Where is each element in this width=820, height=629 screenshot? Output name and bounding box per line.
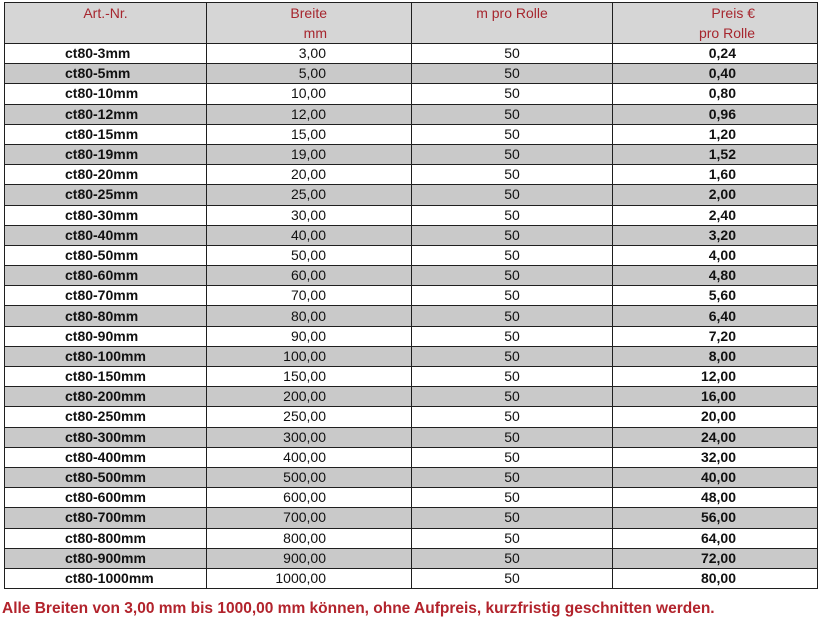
breite-cell: 25,00 — [207, 185, 412, 205]
breite-cell: 12,00 — [207, 104, 412, 124]
breite-cell: 3,00 — [207, 44, 412, 64]
table-row — [5, 508, 818, 528]
price-table — [4, 2, 818, 589]
art-nr-cell: ct80-12mm — [5, 104, 207, 124]
art-nr-cell: ct80-20mm — [5, 165, 207, 185]
preis-cell: 48,00 — [613, 488, 818, 508]
art-nr-cell: ct80-70mm — [5, 286, 207, 306]
table-row — [5, 427, 818, 447]
meter-cell: 50 — [412, 124, 613, 144]
art-nr-cell: ct80-40mm — [5, 225, 207, 245]
art-nr-cell: ct80-3mm — [5, 44, 207, 64]
table-row — [5, 64, 818, 84]
table-body — [5, 44, 818, 589]
breite-cell: 90,00 — [207, 326, 412, 346]
breite-cell: 50,00 — [207, 245, 412, 265]
meter-cell: 50 — [412, 266, 613, 286]
breite-cell: 80,00 — [207, 306, 412, 326]
header-breite — [207, 3, 412, 44]
footer-note: Alle Breiten von 3,00 mm bis 1000,00 mm können, ohne Aufpreis, kurzfristig geschnitten werden. — [2, 600, 715, 617]
header-breite-label: Breite — [290, 5, 327, 21]
art-nr-cell: ct80-300mm — [5, 427, 207, 447]
meter-cell: 50 — [412, 488, 613, 508]
art-nr-cell: ct80-700mm — [5, 508, 207, 528]
breite-cell: 19,00 — [207, 144, 412, 164]
meter-cell: 50 — [412, 104, 613, 124]
meter-cell: 50 — [412, 447, 613, 467]
preis-cell: 1,52 — [613, 144, 818, 164]
table-row — [5, 568, 818, 588]
table-row — [5, 185, 818, 205]
breite-cell: 300,00 — [207, 427, 412, 447]
preis-cell: 0,80 — [613, 84, 818, 104]
breite-cell: 800,00 — [207, 528, 412, 548]
breite-cell: 60,00 — [207, 266, 412, 286]
header-breite-unit: mm — [303, 25, 327, 41]
art-nr-cell: ct80-25mm — [5, 185, 207, 205]
table-row — [5, 205, 818, 225]
table-row — [5, 528, 818, 548]
breite-cell: 900,00 — [207, 548, 412, 568]
table-row — [5, 245, 818, 265]
preis-cell: 4,00 — [613, 245, 818, 265]
preis-cell: 12,00 — [613, 367, 818, 387]
meter-cell: 50 — [412, 44, 613, 64]
header-preis-label: Preis € — [711, 5, 755, 21]
table-row — [5, 387, 818, 407]
art-nr-cell: ct80-10mm — [5, 84, 207, 104]
art-nr-cell: ct80-600mm — [5, 488, 207, 508]
breite-cell: 1000,00 — [207, 568, 412, 588]
art-nr-cell: ct80-60mm — [5, 266, 207, 286]
preis-cell: 16,00 — [613, 387, 818, 407]
table-row — [5, 286, 818, 306]
table-row — [5, 488, 818, 508]
meter-cell: 50 — [412, 84, 613, 104]
breite-cell: 500,00 — [207, 467, 412, 487]
preis-cell: 2,40 — [613, 205, 818, 225]
preis-cell: 4,80 — [613, 266, 818, 286]
breite-cell: 10,00 — [207, 84, 412, 104]
header-m-pro-rolle: m pro Rolle — [412, 3, 613, 44]
preis-cell: 7,20 — [613, 326, 818, 346]
breite-cell: 600,00 — [207, 488, 412, 508]
table-row — [5, 104, 818, 124]
preis-cell: 20,00 — [613, 407, 818, 427]
breite-cell: 15,00 — [207, 124, 412, 144]
table-row — [5, 467, 818, 487]
preis-cell: 64,00 — [613, 528, 818, 548]
art-nr-cell: ct80-5mm — [5, 64, 207, 84]
meter-cell: 50 — [412, 407, 613, 427]
breite-cell: 200,00 — [207, 387, 412, 407]
meter-cell: 50 — [412, 165, 613, 185]
preis-cell: 6,40 — [613, 306, 818, 326]
preis-cell: 0,40 — [613, 64, 818, 84]
art-nr-cell: ct80-800mm — [5, 528, 207, 548]
meter-cell: 50 — [412, 306, 613, 326]
table-row — [5, 326, 818, 346]
preis-cell: 72,00 — [613, 548, 818, 568]
meter-cell: 50 — [412, 528, 613, 548]
meter-cell: 50 — [412, 245, 613, 265]
meter-cell: 50 — [412, 346, 613, 366]
preis-cell: 8,00 — [613, 346, 818, 366]
table-row — [5, 84, 818, 104]
table-row — [5, 407, 818, 427]
header-row — [5, 3, 818, 44]
meter-cell: 50 — [412, 508, 613, 528]
meter-cell: 50 — [412, 467, 613, 487]
preis-cell: 3,20 — [613, 225, 818, 245]
preis-cell: 80,00 — [613, 568, 818, 588]
preis-cell: 0,24 — [613, 44, 818, 64]
meter-cell: 50 — [412, 427, 613, 447]
preis-cell: 32,00 — [613, 447, 818, 467]
table-row — [5, 144, 818, 164]
meter-cell: 50 — [412, 64, 613, 84]
breite-cell: 5,00 — [207, 64, 412, 84]
table-row — [5, 346, 818, 366]
table-row — [5, 225, 818, 245]
art-nr-cell: ct80-30mm — [5, 205, 207, 225]
meter-cell: 50 — [412, 326, 613, 346]
table-row — [5, 548, 818, 568]
preis-cell: 56,00 — [613, 508, 818, 528]
meter-cell: 50 — [412, 568, 613, 588]
art-nr-cell: ct80-900mm — [5, 548, 207, 568]
breite-cell: 40,00 — [207, 225, 412, 245]
art-nr-cell: ct80-150mm — [5, 367, 207, 387]
art-nr-cell: ct80-80mm — [5, 306, 207, 326]
art-nr-cell: ct80-90mm — [5, 326, 207, 346]
breite-cell: 150,00 — [207, 367, 412, 387]
breite-cell: 30,00 — [207, 205, 412, 225]
header-preis — [613, 3, 818, 44]
table-row — [5, 447, 818, 467]
preis-cell: 2,00 — [613, 185, 818, 205]
table-row — [5, 266, 818, 286]
meter-cell: 50 — [412, 548, 613, 568]
art-nr-cell: ct80-15mm — [5, 124, 207, 144]
breite-cell: 700,00 — [207, 508, 412, 528]
meter-cell: 50 — [412, 286, 613, 306]
art-nr-cell: ct80-200mm — [5, 387, 207, 407]
breite-cell: 70,00 — [207, 286, 412, 306]
art-nr-cell: ct80-500mm — [5, 467, 207, 487]
meter-cell: 50 — [412, 367, 613, 387]
table-row — [5, 306, 818, 326]
meter-cell: 50 — [412, 185, 613, 205]
header-preis-unit: pro Rolle — [698, 25, 755, 41]
meter-cell: 50 — [412, 387, 613, 407]
meter-cell: 50 — [412, 144, 613, 164]
table-row — [5, 165, 818, 185]
table-row — [5, 367, 818, 387]
meter-cell: 50 — [412, 205, 613, 225]
preis-cell: 24,00 — [613, 427, 818, 447]
preis-cell: 0,96 — [613, 104, 818, 124]
breite-cell: 20,00 — [207, 165, 412, 185]
preis-cell: 40,00 — [613, 467, 818, 487]
preis-cell: 1,60 — [613, 165, 818, 185]
art-nr-cell: ct80-100mm — [5, 346, 207, 366]
art-nr-cell: ct80-1000mm — [5, 568, 207, 588]
breite-cell: 400,00 — [207, 447, 412, 467]
breite-cell: 100,00 — [207, 346, 412, 366]
table-row — [5, 44, 818, 64]
header-art-nr: Art.-Nr. — [5, 3, 207, 44]
table-row — [5, 124, 818, 144]
art-nr-cell: ct80-19mm — [5, 144, 207, 164]
art-nr-cell: ct80-400mm — [5, 447, 207, 467]
breite-cell: 250,00 — [207, 407, 412, 427]
art-nr-cell: ct80-50mm — [5, 245, 207, 265]
preis-cell: 1,20 — [613, 124, 818, 144]
art-nr-cell: ct80-250mm — [5, 407, 207, 427]
meter-cell: 50 — [412, 225, 613, 245]
preis-cell: 5,60 — [613, 286, 818, 306]
